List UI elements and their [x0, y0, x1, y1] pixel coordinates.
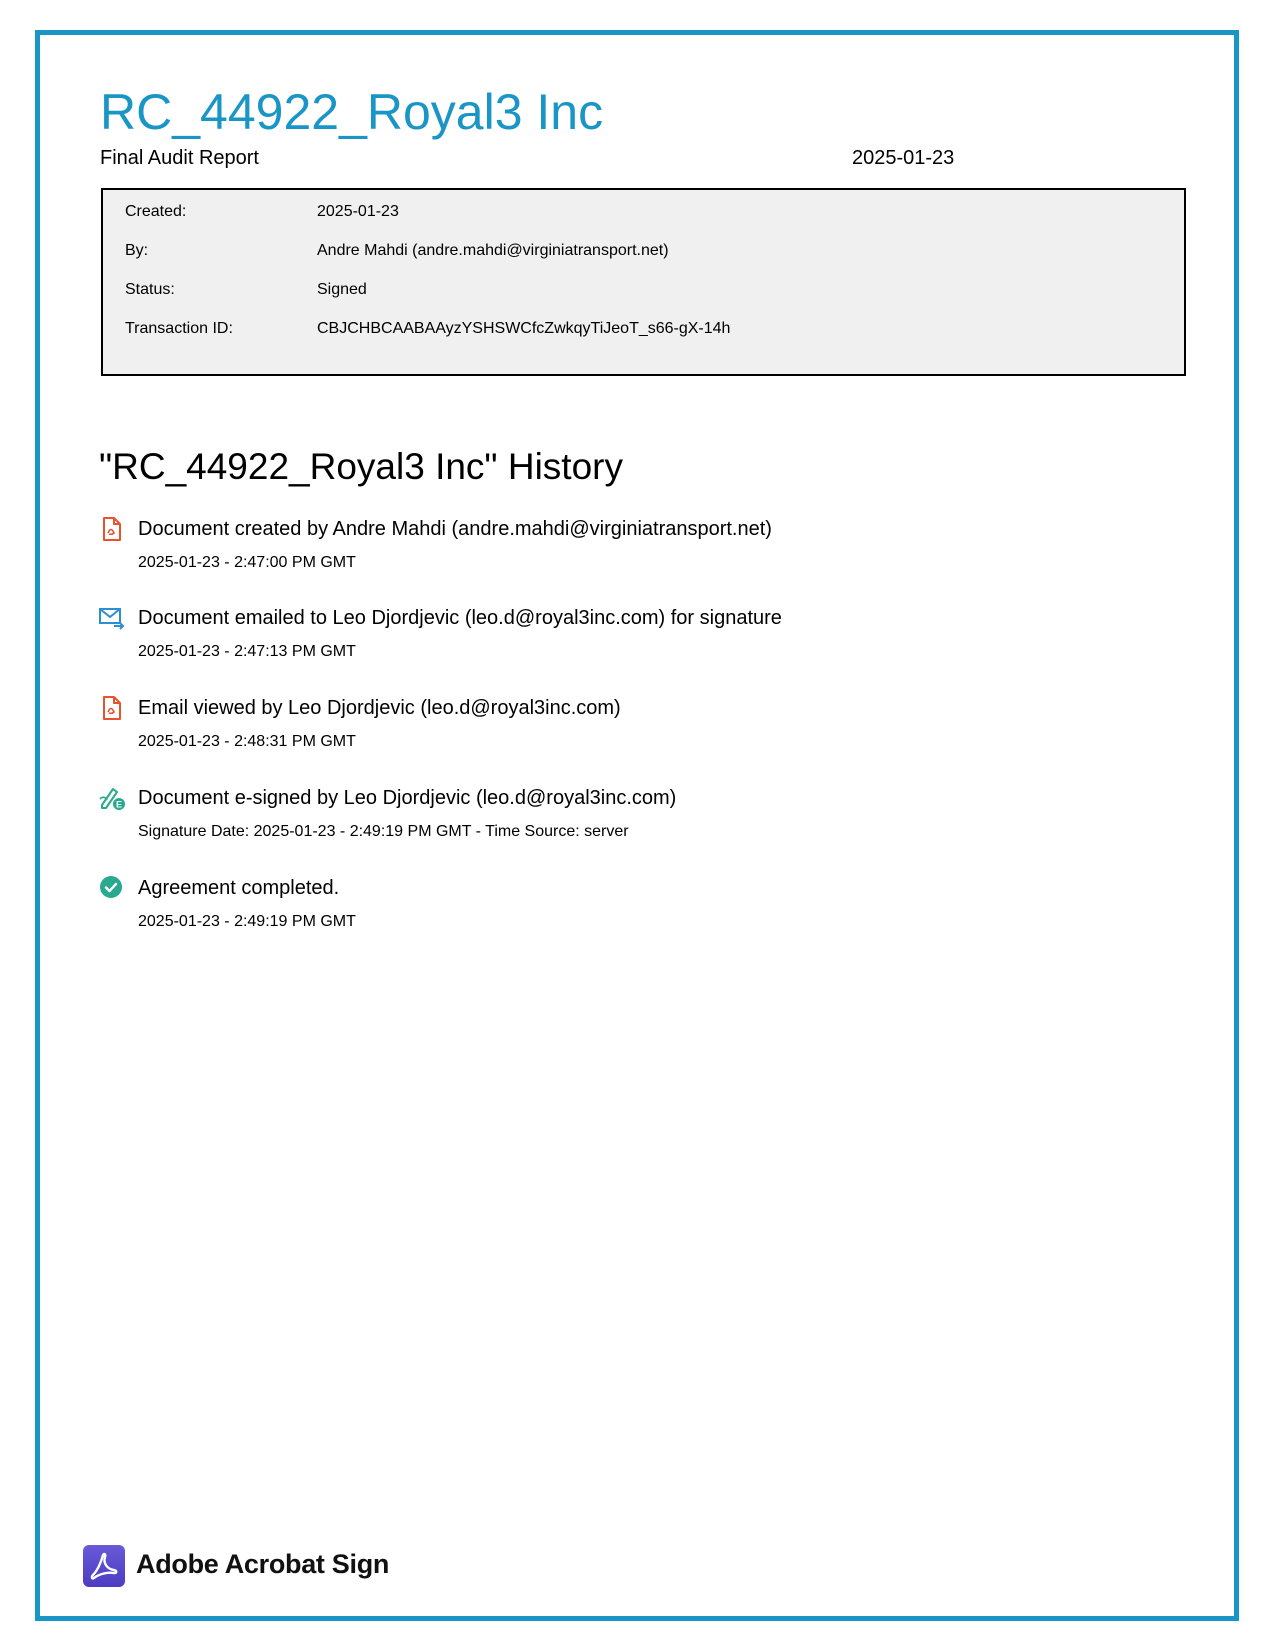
event-text: Document emailed to Leo Djordjevic (leo.d@royal3inc.com) for signature [138, 607, 782, 629]
history-event-completed [99, 875, 1179, 945]
event-timestamp: 2025-01-23 - 2:48:31 PM GMT [138, 733, 356, 750]
summary-box [101, 188, 1186, 376]
event-timestamp: 2025-01-23 - 2:47:00 PM GMT [138, 554, 356, 571]
event-text: Agreement completed. [138, 877, 340, 899]
email-sent-icon [99, 605, 125, 631]
check-circle-icon [99, 875, 125, 901]
adobe-acrobat-icon [83, 1545, 125, 1587]
transaction-label: Transaction ID: [125, 320, 233, 337]
event-text: Document created by Andre Mahdi (andre.mahdi@virginiatransport.net) [138, 518, 772, 540]
created-label: Created: [125, 203, 187, 220]
status-value: Signed [317, 281, 367, 298]
svg-text:E: E [115, 799, 123, 810]
event-text: Document e-signed by Leo Djordjevic (leo.d@royal3inc.com) [138, 787, 677, 809]
history-event-viewed [99, 695, 1179, 765]
brand-name: Adobe Acrobat Sign [136, 1549, 390, 1579]
document-created-icon [99, 516, 125, 542]
event-timestamp: 2025-01-23 - 2:47:13 PM GMT [138, 643, 356, 660]
by-label: By: [125, 242, 149, 259]
report-subtitle: Final Audit Report [100, 147, 259, 169]
report-date: 2025-01-23 [852, 147, 955, 169]
event-timestamp: Signature Date: 2025-01-23 - 2:49:19 PM GMT - Time Source: server [138, 823, 629, 840]
document-title: RC_44922_Royal3 Inc [100, 84, 604, 140]
history-event-emailed [99, 605, 1179, 675]
created-value: 2025-01-23 [317, 203, 399, 220]
event-timestamp: 2025-01-23 - 2:49:19 PM GMT [138, 913, 356, 930]
history-event-created [99, 516, 1179, 586]
document-viewed-icon [99, 695, 125, 721]
transaction-value: CBJCHBCAABAAyzYSHSWCfcZwkqyTiJeoT_s66-gX-14h [317, 320, 731, 337]
history-title: "RC_44922_Royal3 Inc" History [99, 446, 623, 487]
event-text: Email viewed by Leo Djordjevic (leo.d@royal3inc.com) [138, 697, 621, 719]
status-label: Status: [125, 281, 175, 298]
e-sign-icon [99, 785, 125, 811]
by-value: Andre Mahdi (andre.mahdi@virginiatransport.net) [317, 242, 669, 259]
history-event-esigned [99, 785, 1179, 855]
